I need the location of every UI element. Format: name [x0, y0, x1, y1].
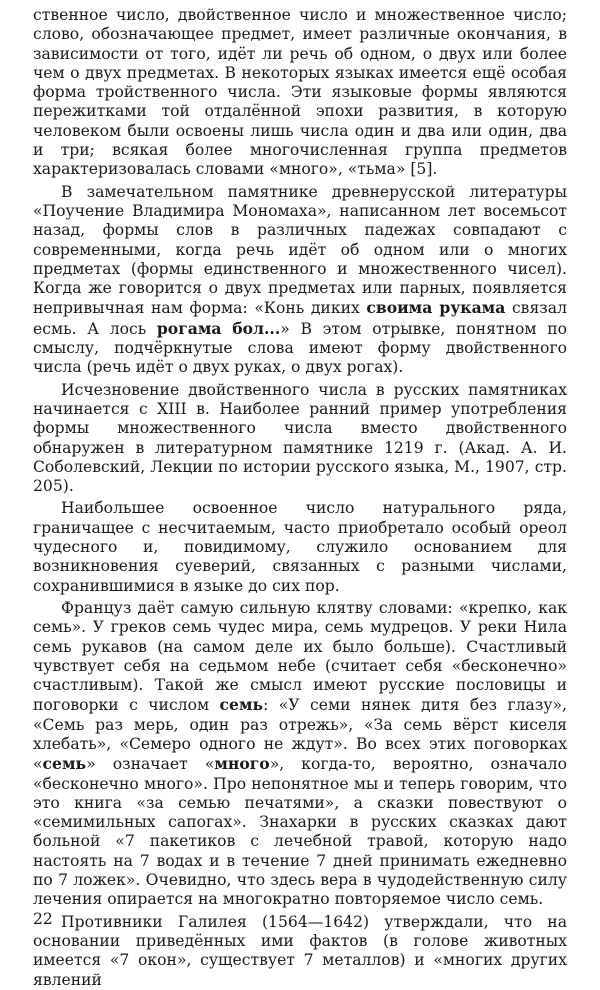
paragraph — [33, 6, 567, 180]
paragraph — [33, 499, 567, 595]
text-run: В замечательном памятнике древнерусской литературы «Поучение Владимира Мономаха», написанном лет восемьсот назад, формы слов в различных падежах совпадают с современными, когда речь идёт об одном или о многих предметах (формы единственного и множественного чисел). Когда же говорится о двух предметах или парных, появляется непривычная нам форма: «Конь диких — [33, 182, 567, 318]
bold-text: бол... — [232, 318, 281, 338]
text-run: Исчезновение двойственного числа в русских памятниках начинается с XIII в. Наиболее ранний пример употребления формы множественного числа вместо двойственного обнаружен в литературном памятнике 1219 г. (Акад. А. И. Соболевский, Лекции по истории русского языка, М., 1907, стр. 205). — [33, 380, 567, 496]
page-text — [33, 6, 567, 990]
bold-text: семь — [42, 754, 87, 774]
bold-text: семь — [219, 695, 264, 715]
paragraph — [33, 599, 567, 910]
text-run: Противники Галилея (1564—1642) утверждали, что на основании приведённых ими фактов (в голове животных имеется «7 окон», существует 7 металлов) и «многих других явлений — [33, 912, 567, 989]
paragraph — [33, 183, 567, 378]
text-run: », когда-то, вероятно, означало «бесконечно много». Про непонятное мы и теперь говорим, что это книга «за семью печатями», а сказки повествуют о «семимильных сапогах». Знахарки в русских сказках дают больной «7 пакетиков с лечебной травой, которую надо настоять на 7 водах и в течение 7 дней принимать ежедневно по 7 ложек». Очевидно, что здесь вера в чудодейственную силу лечения опирается на многократно повторяемое число семь. — [33, 755, 567, 909]
text-run: : «У семи нянек дитя без глазу», «Семь раз мерь, один раз отрежь», «За семь вёрст киселя хлебать», «Семеро одного не ждут». Во всех этих поговорках « — [33, 696, 567, 774]
paragraph — [33, 913, 567, 990]
bold-text: рогама — [156, 318, 222, 338]
bold-text: своима рукама — [366, 298, 506, 318]
text-run: » означает « — [86, 755, 215, 774]
text-run: Наибольшее освоенное число натурального ряда, граничащее с несчитаемым, часто приобретало особый ореол чудесного и, повидимому, служило основанием для возникновения суеверий, связанных с разными числами, сохранившимися в языке до сих пор. — [33, 499, 567, 595]
text-run — [222, 320, 233, 338]
paragraph — [33, 381, 567, 497]
text-run: » В этом отрывке, понятном по смыслу, подчёркнутые слова имеют форму двойственного числа (речь идёт о двух руках, о двух рогах). — [33, 319, 567, 377]
text-run: связал есмь. А лось — [33, 299, 568, 338]
text-run: Француз даёт самую сильную клятву словами: «крепко, как семь». У греков семь чудес мира, семь мудрецов. У реки Нила семь рукавов (на самом деле их было больше). Счастливый чувствует себя на седьмом небе (считает себя «бесконечно» счастливым). Такой же смысл имеют русские пословицы и поговорки с числом — [33, 598, 567, 715]
bold-text: много — [214, 754, 270, 774]
page-number: 22 — [33, 910, 53, 928]
text-run: ственное число, двойственное число и множественное число; слово, обозначающее предмет, имеет различные окончания, в зависимости от того, идёт ли речь об одном, о двух или более чем о двух предметах. В некоторых языках имеется ещё особая форма тройственного числа. Эти языковые формы являются пережитками той отдалённой эпохи развития, в которую человеком были освоены лишь числа один и два или один, два и три; всякая более многочисленная группа предметов характеризовалась словами «много», «тьма» [5]. — [33, 6, 567, 179]
